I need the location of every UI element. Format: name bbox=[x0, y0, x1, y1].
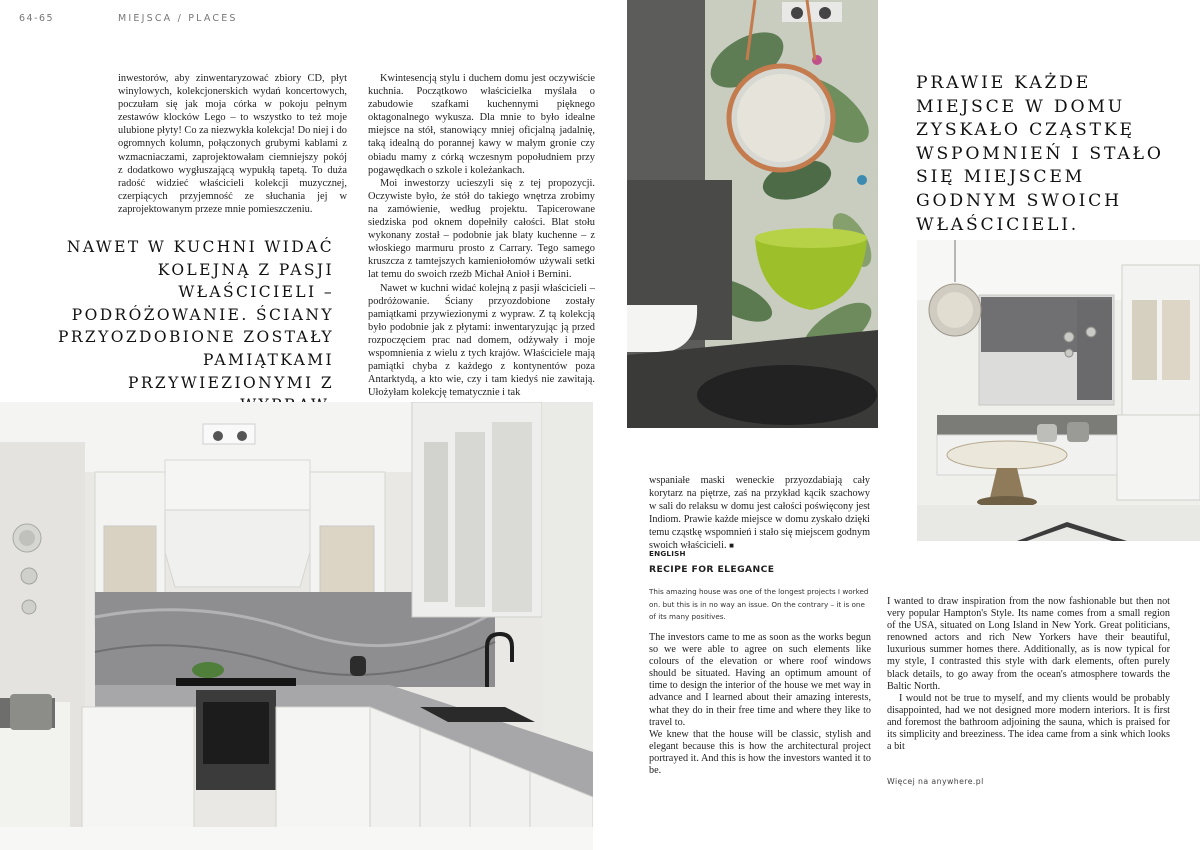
paragraph: The investors came to me as soon as the works begun so we were able to agree on such elements like colours of the elevation or where roof windows should be situated. Having an optimum amount of time to design the interior of the house we met way in advance and I learned about their amazing interests, what they do in their free time and where they like to travel to. bbox=[649, 632, 871, 728]
english-column-2 bbox=[887, 596, 1170, 753]
english-label: ENGLISH bbox=[649, 549, 686, 558]
end-mark: ■ bbox=[729, 541, 734, 550]
paragraph: I wanted to draw inspiration from the now fashionable but then not very popular Hampton's Style. Its name comes from a small region of the USA, situated on Long Island in New York. Great politicians, renowned actors and rich New Yorkers have their beautiful, luxurious summer homes there. Additionally, as is now typical for my style, I contrasted this style with dark elements, often purely black details, to go away from the ocean's atmosphere towards the Baltic North. bbox=[887, 596, 1170, 692]
body-column-1 bbox=[118, 72, 347, 216]
footer-website: Więcej na anywhere.pl bbox=[887, 777, 984, 786]
english-title: RECIPE FOR ELEGANCE bbox=[649, 564, 775, 575]
english-column-1 bbox=[649, 632, 871, 777]
english-lead: This amazing house was one of the longest projects I worked on. but this is in no way an issue. On the contrary – it is one of its many positives. bbox=[649, 587, 869, 622]
pull-quote-left: NAWET W KUCHNI WIDAĆ KOLEJNĄ Z PASJI WŁAŚCICIELI – PODRÓŻOWANIE. ŚCIANY PRZYOZDOBIONE ZOSTAŁY PAMIĄTKAMI PRZYWIEZIONYMI Z bbox=[58, 238, 334, 392]
body-continuation bbox=[649, 474, 870, 552]
continuation-text: wspaniałe maski weneckie przyozdabiają cały korytarz na piętrze, zaś na przykład kącik szachowy w sali do relaksu w domu jest całości poświęcony jest Indiom. Prawie każde miejsce w domu zyskało dzięki temu cząstkę wspomnień i stało się miejscem godnym swoich właścicieli. bbox=[649, 475, 870, 551]
paragraph: Kwintesencją stylu i duchem domu jest oczywiście kuchnia. Początkowo właścicielka myślała o zabudowie szafkami kuchennymi pięknego oktagonalnego wykusza. Dla mnie to było idealne miejsce na stół, stanowiący mniej oficjalną jadalnię, taką idealną do porannej kawy w małym gronie czy obiadu mamy z córką wczesnym popołudniem przy pogawędkach o szkole i koleżankach. bbox=[368, 73, 595, 176]
page-numbers: 64-65 bbox=[19, 13, 55, 24]
breakfast-nook-photo bbox=[917, 240, 1200, 541]
paragraph: Moi inwestorzy ucieszyli się z tej propozycji. Oczywiste było, że stół do takiego wnętrza zrobimy na zamówienie, według projektu. Tapicerowane siedziska pod oknem dopełniły całości. Blat stołu wykonany został – podobnie jak blaty kuchenne – z włoskiego marmuru prosto z Carrary. Tego samego kruszcza z tamtejszych kamieniołomów używali setki lat temu do swoich rzeźb Michał Anioł i Bernini. bbox=[368, 177, 595, 281]
section-title: MIEJSCA / PLACES bbox=[118, 13, 238, 24]
paragraph: inwestorów, aby zinwentaryzować zbiory CD, płyt winylowych, kolekcjonerskich wydań koncertowych, poczułam się jak moja córka w pokoju pełnym zestawów klocków Lego – to wszystko to też moje ulubione płyty! Co za niezwykła kolekcja! Do niej i do ogromnych kolumn, połączonych grubymi kablami z wzmacniaczami, zaprojektowałam ciemniejszy pokój z dodatkowo wygłuszającą wypukłą tapetą. To duża radość widzieć właścicieli kolekcji muzycznej, czerpiących przyjemność ze słuchania jej w zaprojektowanym przeze mnie pomieszczeniu. bbox=[118, 73, 347, 215]
paragraph: Nawet w kuchni widać kolejną z pasji właścicieli – podróżowanie. Ściany przyozdobione zostały pamiątkami przywiezionymi z wypraw. Z tą kolekcją było podobnie jak z płytami: inwentaryzując ją przed rozpoczęciem prac nad domem, odżywały i moje wspomnienia z wielu z tych krajów. Właściciele mają pamiątki chyba z każdego z kontynentów poza Antarktydą, a kto wie, czy i tam kiedyś nie zawitają. Ułożyłam kolekcję tematycznie i tak bbox=[368, 282, 595, 399]
paragraph: I would not be true to myself, and my clients would be probably disappointed, had we not designed more modern interiors. It is first and foremost the bathroom adjoining the sauna, which is praised for its simplicity and breeziness. The idea came from a sink which looks a bit bbox=[887, 692, 1170, 753]
bathroom-photo bbox=[627, 0, 878, 428]
paragraph bbox=[649, 474, 870, 552]
kitchen-photo bbox=[0, 402, 593, 850]
pull-quote-right: PRAWIE KAŻDE MIEJSCE W DOMU ZYSKAŁO CZĄSTKĘ WSPOMNIEŃ I STAŁO SIĘ MIEJSCEM GODNYM SWOICH WŁAŚCICIELI. bbox=[916, 73, 1164, 235]
paragraph: We knew that the house will be classic, stylish and elegant because this is how the architectural project portrayed it. And this is how the investors wanted it to be. bbox=[649, 728, 871, 777]
body-column-2 bbox=[368, 72, 595, 399]
